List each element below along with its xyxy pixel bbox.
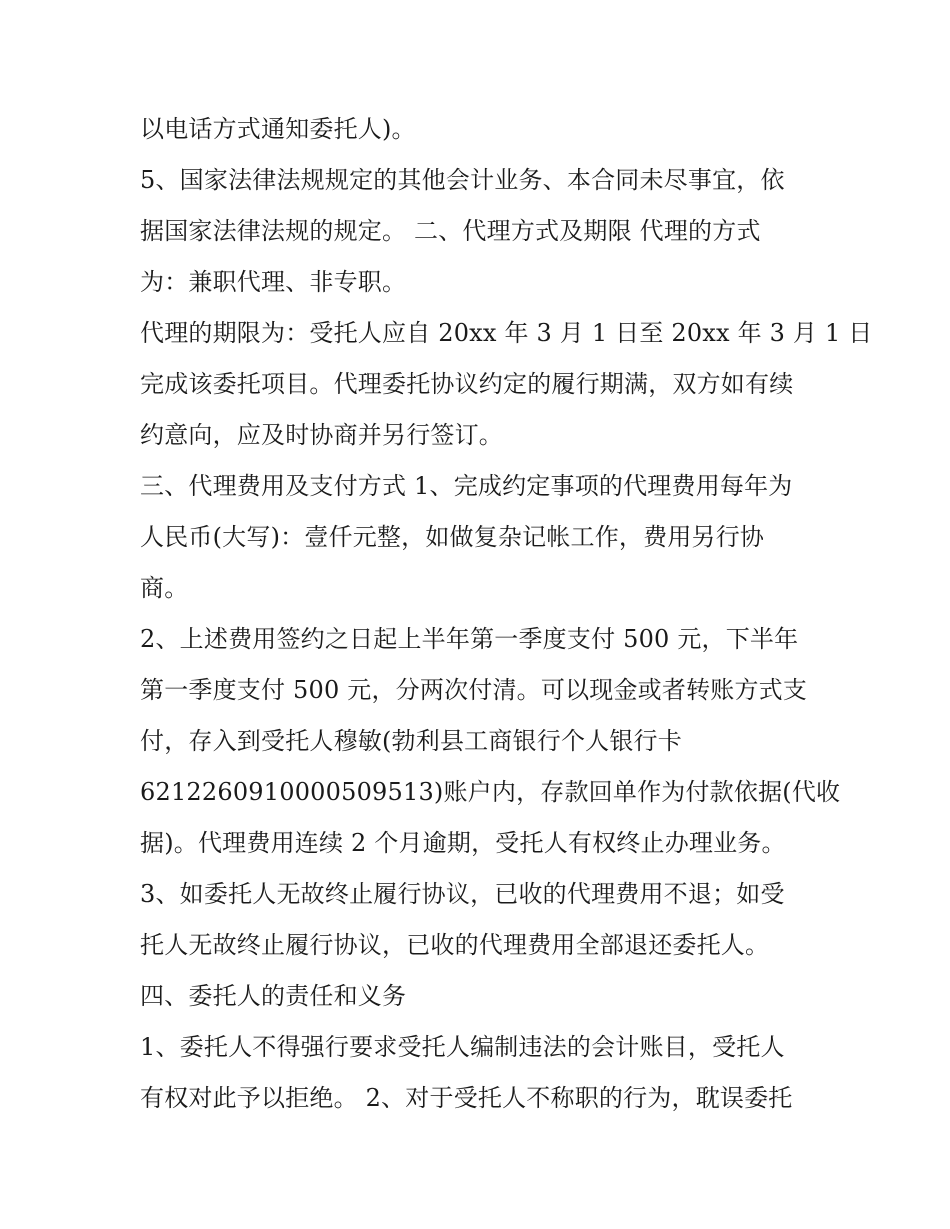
text-line: 付，存入到受托人穆敏(勃利县工商银行个人银行卡: [140, 727, 682, 755]
text-line: 完成该委托项目。代理委托协议约定的履行期满，双方如有续: [140, 370, 794, 398]
text-line: 四、委托人的责任和义务: [140, 982, 407, 1010]
text-line: 1、委托人不得强行要求受托人编制违法的会计账目，受托人: [140, 1033, 785, 1061]
text-line: 6212260910000509513)账户内，存款回单作为付款依据(代收: [140, 778, 841, 806]
text-line: 3、如委托人无故终止履行协议，已收的代理费用不退；如受: [140, 880, 785, 908]
text-line: 托人无故终止履行协议，已收的代理费用全部退还委托人。: [140, 931, 770, 959]
text-line: 第一季度支付 500 元，分两次付清。可以现金或者转账方式支: [140, 676, 808, 704]
text-line: 人民币(大写)：壹仟元整，如做复杂记帐工作，费用另行协: [140, 523, 765, 551]
text-line: 商。: [140, 574, 189, 602]
text-line: 以电话方式通知委托人)。: [140, 115, 416, 143]
text-line: 据)。代理费用连续 2 个月逾期，受托人有权终止办理业务。: [140, 829, 786, 857]
text-line: 据国家法律法规的规定。 二、代理方式及期限 代理的方式: [140, 217, 761, 245]
text-line: 有权对此予以拒绝。 2、对于受托人不称职的行为，耽误委托: [140, 1084, 793, 1112]
text-line: 2、上述费用签约之日起上半年第一季度支付 500 元，下半年: [140, 625, 799, 653]
text-line: 5、国家法律法规规定的其他会计业务、本合同未尽事宜，依: [140, 166, 785, 194]
text-line: 三、代理费用及支付方式 1、完成约定事项的代理费用每年为: [140, 472, 793, 500]
text-line: 为：兼职代理、非专职。: [140, 268, 407, 296]
document-body: [140, 104, 873, 1124]
text-line: 代理的期限为：受托人应自 20xx 年 3 月 1 日至 20xx 年 3 月 1 日: [140, 319, 873, 347]
text-line: 约意向，应及时协商并另行签订。: [140, 421, 503, 449]
